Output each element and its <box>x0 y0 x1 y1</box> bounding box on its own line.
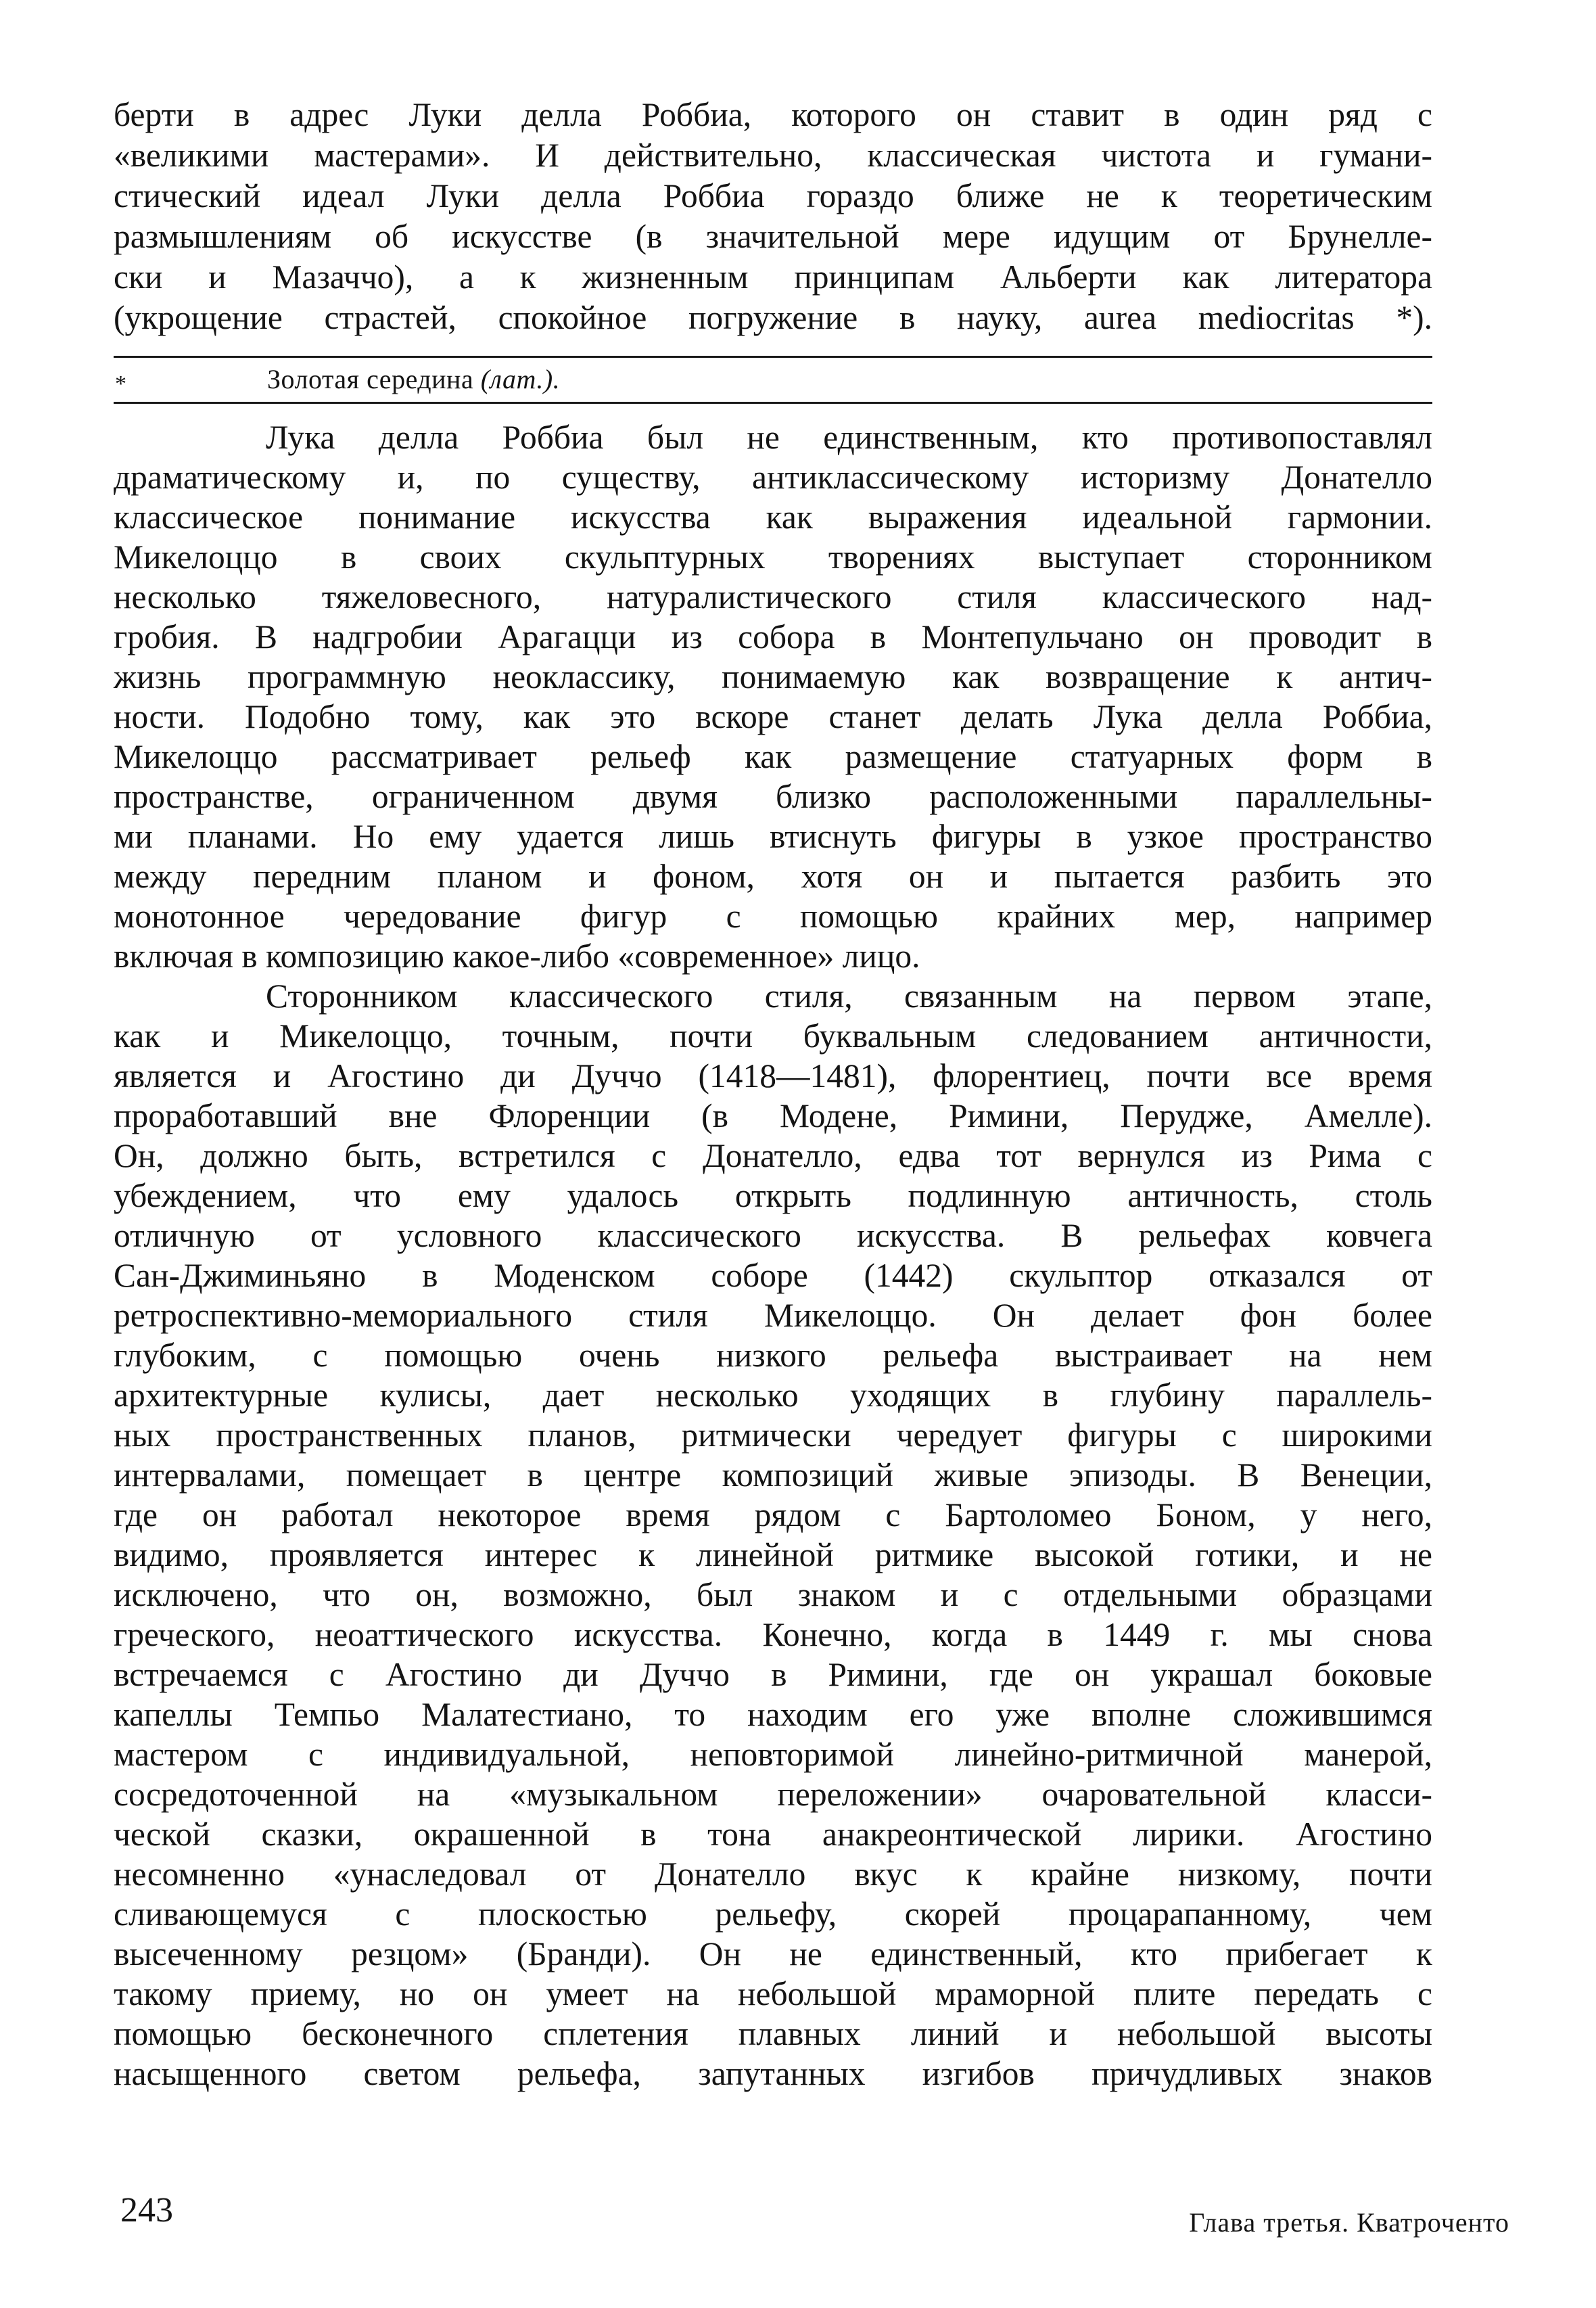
text-line: капеллы Темпьо Малатестиано, то находим его уже вполне сложившимся <box>114 1696 1432 1733</box>
text-line: монотонное чередование фигур с помощью крайних мер, например <box>114 898 1432 935</box>
text-line: стический идеал Луки делла Роббиа гораздо ближе не к теоретическим <box>114 177 1432 214</box>
text-line: высеченному резцом» (Бранди). Он не единственный, кто прибегает к <box>114 1935 1432 1972</box>
text-line: где он работал некоторое время рядом с Бартоломео Боном, у него, <box>114 1496 1432 1533</box>
text-line: ми планами. Но ему удается лишь втиснуть фигуры в узкое пространство <box>114 818 1432 855</box>
footnote-marker: * <box>115 371 126 396</box>
text-line: ретроспективно-мемориального стиля Микелоццо. Он делает фон более <box>114 1297 1432 1334</box>
text-line: исключено, что он, возможно, был знаком и с отдельными образцами <box>114 1576 1432 1613</box>
text-line: помощью бесконечного сплетения плавных линий и небольшой высоты <box>114 2015 1432 2052</box>
text-line: мастером с индивидуальной, неповторимой линейно-ритмичной манерой, <box>114 1736 1432 1773</box>
text-line: ности. Подобно тому, как это вскоре станет делать Лука делла Роббиа, <box>114 698 1432 735</box>
text-line: жизнь программную неоклассику, понимаемую как возвращение к антич- <box>114 658 1432 695</box>
text-line: является и Агостино ди Дуччо (1418—1481), флорентиец, почти все время <box>114 1057 1432 1094</box>
page-number: 243 <box>120 2191 173 2230</box>
text-line: берти в адрес Луки делла Роббиа, которого он ставит в один ряд с <box>114 96 1432 133</box>
text-line: сливающемуся с плоскостью рельефу, скорей процарапанному, чем <box>114 1895 1432 1933</box>
text-line: убеждением, что ему удалось открыть подлинную античность, столь <box>114 1177 1432 1214</box>
text-line: Микелоццо рассматривает рельеф как размещение статуарных форм в <box>114 738 1432 775</box>
text-line: сосредоточенной на «музыкальном переложении» очаровательной класси- <box>114 1776 1432 1813</box>
text-line: включая в композицию какое-либо «современное» лицо. <box>114 938 920 975</box>
text-line: интервалами, помещает в центре композиций живые эпизоды. В Венеции, <box>114 1456 1432 1494</box>
footnote-text <box>267 363 560 396</box>
text-line: насыщенного светом рельефа, запутанных изгибов причудливых знаков <box>114 2055 1432 2092</box>
text-line: гробия. В надгробии Арагацци из собора в Монтепульчано он проводит в <box>114 618 1432 655</box>
footnote-body: Золотая середина <box>267 364 474 394</box>
footnote-rule-bottom <box>114 402 1432 404</box>
text-line: «великими мастерами». И действительно, классическая чистота и гумани- <box>114 137 1432 174</box>
text-line: как и Микелоццо, точным, почти буквальным следованием античности, <box>114 1017 1432 1055</box>
text-line: Сан-Джиминьяно в Моденском соборе (1442) скульптор отказался от <box>114 1257 1432 1294</box>
text-line: такому приему, но он умеет на небольшой мраморной плите передать с <box>114 1975 1432 2012</box>
text-line: видимо, проявляется интерес к линейной ритмике высокой готики, и не <box>114 1536 1432 1573</box>
text-line: ски и Мазаччо), а к жизненным принципам Альберти как литератора <box>114 258 1432 296</box>
text-line: ных пространственных планов, ритмически чередует фигуры с широкими <box>114 1416 1432 1454</box>
text-line: греческого, неоаттического искусства. Конечно, когда в 1449 г. мы снова <box>114 1616 1432 1653</box>
footnote-rule-top <box>114 356 1432 358</box>
text-line: классическое понимание искусства как выражения идеальной гармонии. <box>114 499 1432 536</box>
footnote-language-note: (лат.). <box>480 364 561 394</box>
text-line: Микелоццо в своих скульптурных творениях выступает сторонником <box>114 538 1432 576</box>
text-line: размышлениям об искусстве (в значительной мере идущим от Брунелле- <box>114 218 1432 255</box>
text-line: архитектурные кулисы, дает несколько уходящих в глубину параллель- <box>114 1377 1432 1414</box>
text-line-indent: Лука делла Роббиа был не единственным, кто противопоставлял <box>266 419 1432 456</box>
text-line: глубоким, с помощью очень низкого рельефа выстраивает на нем <box>114 1337 1432 1374</box>
text-line: проработавший вне Флоренции (в Модене, Римини, Перудже, Амелле). <box>114 1097 1432 1134</box>
text-line: отличную от условного классического искусства. В рельефах ковчега <box>114 1217 1432 1254</box>
text-line: пространстве, ограниченном двумя близко расположенными параллельны- <box>114 778 1432 815</box>
text-line: ческой сказки, окрашенной в тона анакреонтической лирики. Агостино <box>114 1816 1432 1853</box>
text-line-indent: Сторонником классического стиля, связанным на первом этапе, <box>266 977 1432 1015</box>
text-line: встречаемся с Агостино ди Дуччо в Римини, где он украшал боковые <box>114 1656 1432 1693</box>
text-line: несколько тяжеловесного, натуралистического стиля классического над- <box>114 578 1432 616</box>
text-line: (укрощение страстей, спокойное погружение в науку, aurea mediocritas *). <box>114 299 1432 336</box>
running-head: Глава третья. Кватроченто <box>1189 2207 1509 2238</box>
text-line: Он, должно быть, встретился с Донателло, едва тот вернулся из Рима с <box>114 1137 1432 1174</box>
text-line: драматическому и, по существу, антиклассическому историзму Донателло <box>114 459 1432 496</box>
text-line: между передним планом и фоном, хотя он и пытается разбить это <box>114 858 1432 895</box>
text-line: несомненно «унаследовал от Донателло вкус к крайне низкому, почти <box>114 1855 1432 1893</box>
